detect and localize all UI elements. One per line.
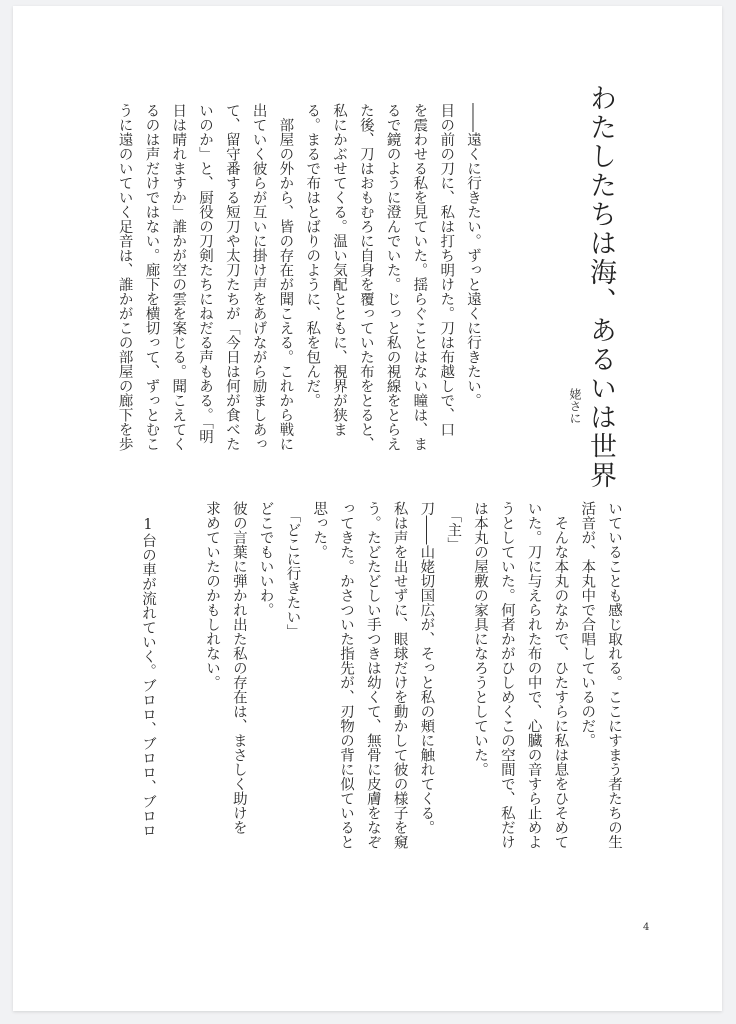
text-line: うとしていた。何者かがひしめくこの空間で、私だけ [498,501,515,849]
text-line: そんな本丸のなかで、ひたすらに私は息をひそめて [552,501,569,849]
text-line: る。まるで布はとばりのように、私を包んだ。 [304,103,321,408]
text-line: を震わせる私を見ていた。揺らぐことはない瞳は、ま [411,103,428,451]
text-line: 活音が、本丸中で合唱しているのだ。 [579,501,596,748]
text-line: て、留守番する短刀や太刀たちが「今日は何が食べた [223,103,240,451]
text-line: は本丸の屋敷の家具になろうとしていた。 [472,501,489,777]
body-text-top [111,103,486,463]
body-text-bottom [198,501,627,861]
text-line: ――遠くに行きたい。ずっと遠くに行きたい。 [465,103,481,408]
text-line: 刀――山姥切国広が、そっと私の頬に触れてくる。 [418,501,435,835]
text-line: 彼の言葉に弾かれ出た私の存在は、まさしく助けを [230,501,247,835]
text-line: ってきた。かさついた指先が、刃物の背に似ていると [338,501,355,849]
text-line: るのは声だけではない。廊下を横切って、ずっとむこ [143,103,160,451]
story-title: わたしたちは海、あるいは世界 [585,84,616,490]
page-number: 4 [643,922,650,933]
text-line: 私にかぶせてくる。温い気配とともに、視界が狭ま [331,103,348,437]
text-line: どこでもいいわ。 [257,501,274,617]
text-line: 部屋の外から、皆の存在が聞こえる。これから戦に [277,103,294,451]
text-line: 日は晴れますか」誰かが空の雲を案じる。聞こえてく [170,103,187,451]
text-line: いていることも感じ取れる。ここにすまう者たちの生 [606,501,622,849]
document-page [13,6,722,1011]
text-line: 「どこに行きたい」 [284,501,301,639]
text-line: 目の前の刀に、私は打ち明けた。刀は布越しで、口 [438,103,455,437]
text-line: 思った。 [311,501,328,559]
author-name: 姥さに [568,388,582,424]
text-line: いた。刀に与えられた布の中で、心臓の音すら止めよ [525,501,542,849]
text-line: るで鏡のように澄んでいた。じっと私の視線をとらえ [384,103,401,451]
text-line: 出ていく彼らが互いに掛け声をあげながら励ましあっ [250,103,267,451]
text-line: た後、刀はおもむろに自身を覆っていた布をとると、 [357,103,374,451]
text-line: う。たどたどしい手つきは幼くて、無骨に皮膚をなぞ [364,501,381,849]
section-note-line: 1台の車が流れていく。ブロロ、ブロロ、ブロロ [140,517,156,838]
text-line: いのか」と、厨役の刀剣たちにねだる声もある。「明 [197,103,214,444]
text-line: 私は声を出せずに、眼球だけを動かして彼の様子を窺 [391,501,408,849]
text-line: 求めていたのかもしれない。 [204,501,221,690]
text-line: うに遠のいていく足音は、誰かがこの部屋の廊下を歩 [116,103,133,451]
text-line: 「主」 [445,501,462,552]
